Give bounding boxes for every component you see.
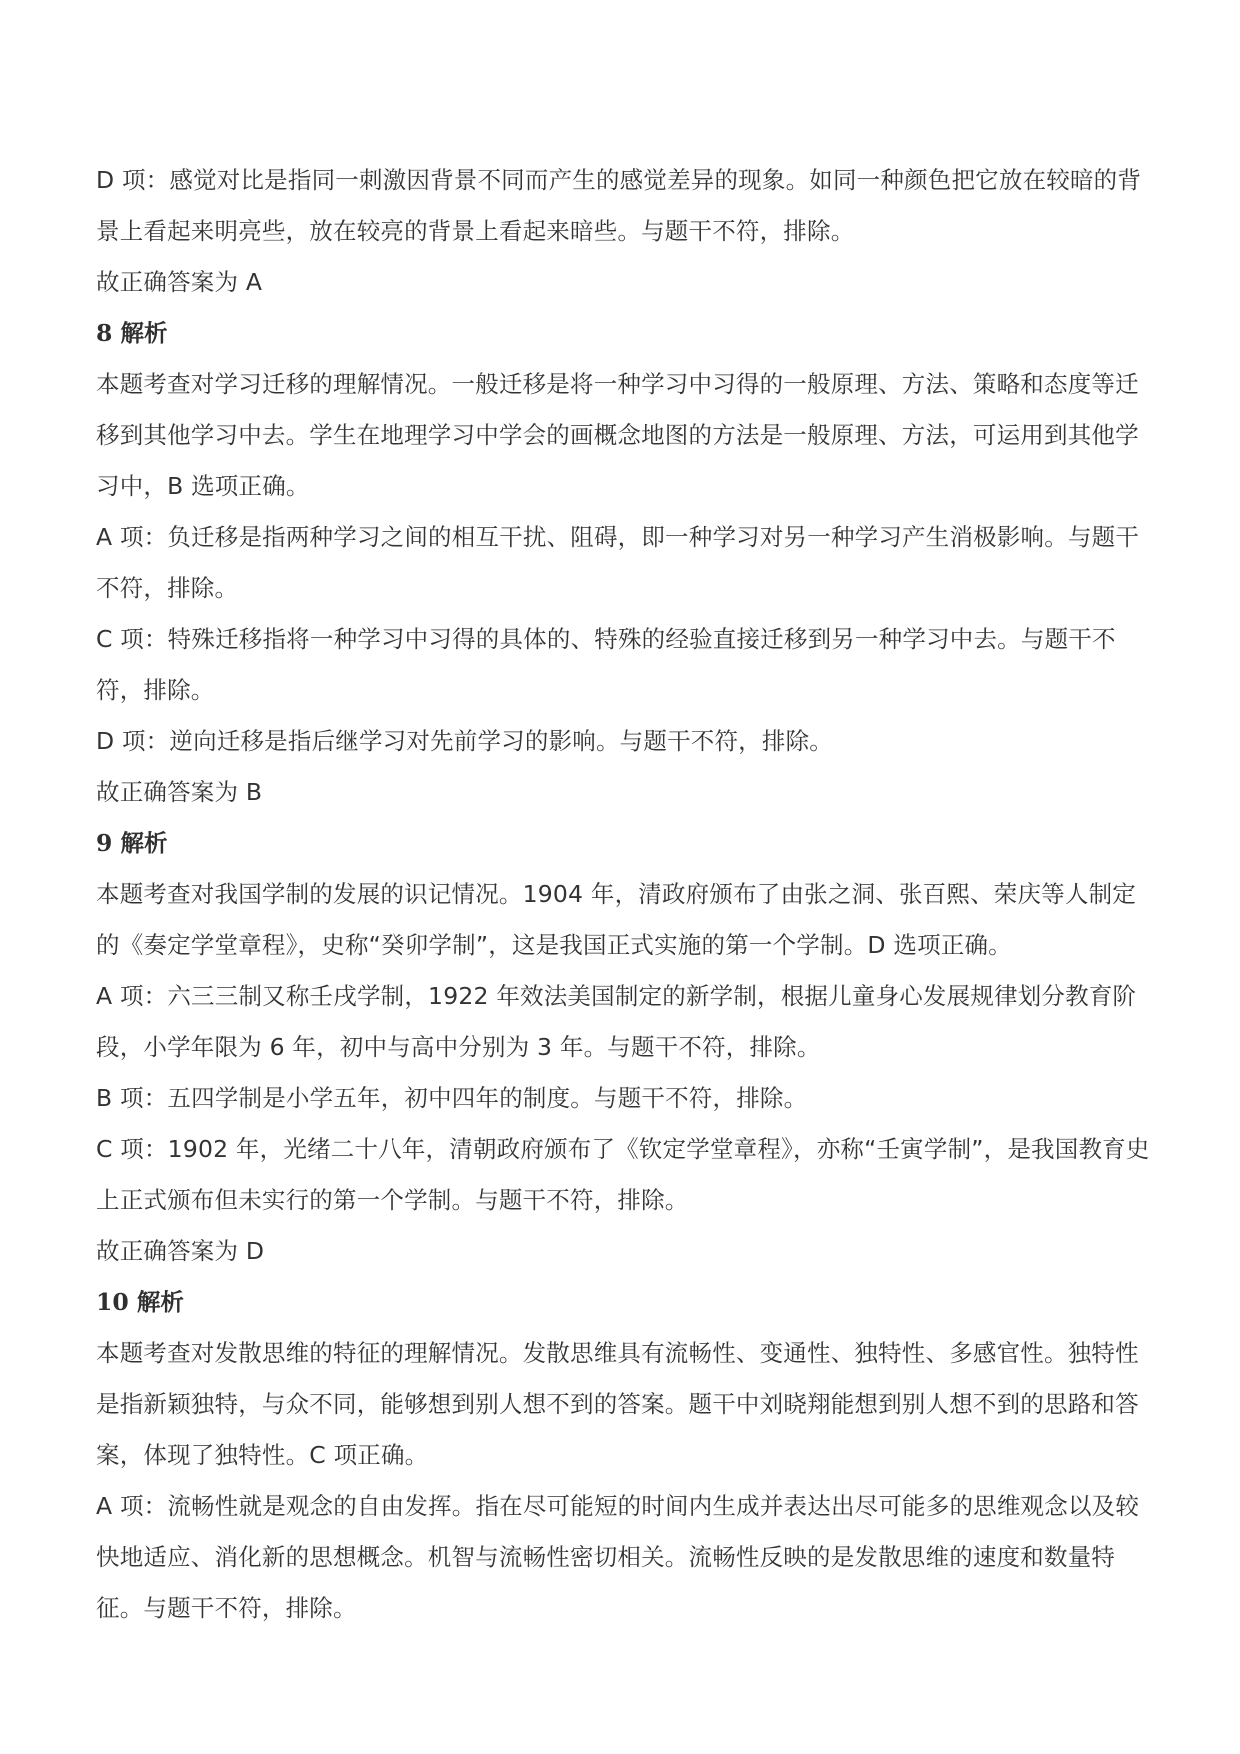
document-page <box>96 155 1156 1634</box>
answer-q7: 故正确答案为 A <box>96 268 263 296</box>
answer-q8: 故正确答案为 B <box>96 778 263 806</box>
explanation-q9: 本题考查对我国学制的发展的识记情况。1904 年，清政府颁布了由张之洞、张百熙、荣庆等人制定的《奏定学堂章程》，史称“癸卯学制”，这是我国正式实施的第一个学制。D 选项正确。 <box>96 880 1136 959</box>
explanation-q10: 本题考查对发散思维的特征的理解情况。发散思维具有流畅性、变通性、独特性、多感官性。独特性是指新颖独特，与众不同，能够想到别人想不到的答案。题干中刘晓翔能想到别人想不到的思路和答案，体现了独特性。C 项正确。 <box>96 1339 1139 1469</box>
option-a-explanation-q9: A 项：六三三制又称壬戌学制，1922 年效法美国制定的新学制，根据儿童身心发展规律划分教育阶段，小学年限为 6 年，初中与高中分别为 3 年。与题干不符，排除。 <box>96 982 1137 1061</box>
option-c-explanation-q9: C 项：1902 年，光绪二十八年，清朝政府颁布了《钦定学堂章程》，亦称“壬寅学制”，是我国教育史上正式颁布但未实行的第一个学制。与题干不符，排除。 <box>96 1135 1150 1214</box>
option-d-explanation-q7: D 项：感觉对比是指同一刺激因背景不同而产生的感觉差异的现象。如同一种颜色把它放在较暗的背景上看起来明亮些，放在较亮的背景上看起来暗些。与题干不符，排除。 <box>96 166 1142 245</box>
answer-q9: 故正确答案为 D <box>96 1237 265 1265</box>
heading-q10: 10 解析 <box>96 1288 184 1316</box>
option-b-explanation-q9: B 项：五四学制是小学五年，初中四年的制度。与题干不符，排除。 <box>96 1084 808 1112</box>
option-d-explanation-q8: D 项：逆向迁移是指后继学习对先前学习的影响。与题干不符，排除。 <box>96 727 833 755</box>
heading-q9: 9 解析 <box>96 829 168 857</box>
option-a-explanation-q10: A 项：流畅性就是观念的自由发挥。指在尽可能短的时间内生成并表达出尽可能多的思维观念以及较快地适应、消化新的思想概念。机智与流畅性密切相关。流畅性反映的是发散思维的速度和数量特征。与题干不符，排除。 <box>96 1492 1140 1622</box>
option-a-explanation-q8: A 项：负迁移是指两种学习之间的相互干扰、阻碍，即一种学习对另一种学习产生消极影响。与题干不符，排除。 <box>96 523 1140 602</box>
option-c-explanation-q8: C 项：特殊迁移指将一种学习中习得的具体的、特殊的经验直接迁移到另一种学习中去。与题干不符，排除。 <box>96 625 1116 704</box>
heading-q8: 8 解析 <box>96 319 168 347</box>
explanation-q8: 本题考查对学习迁移的理解情况。一般迁移是将一种学习中习得的一般原理、方法、策略和态度等迁移到其他学习中去。学生在地理学习中学会的画概念地图的方法是一般原理、方法，可运用到其他学习中，B 选项正确。 <box>96 370 1139 500</box>
